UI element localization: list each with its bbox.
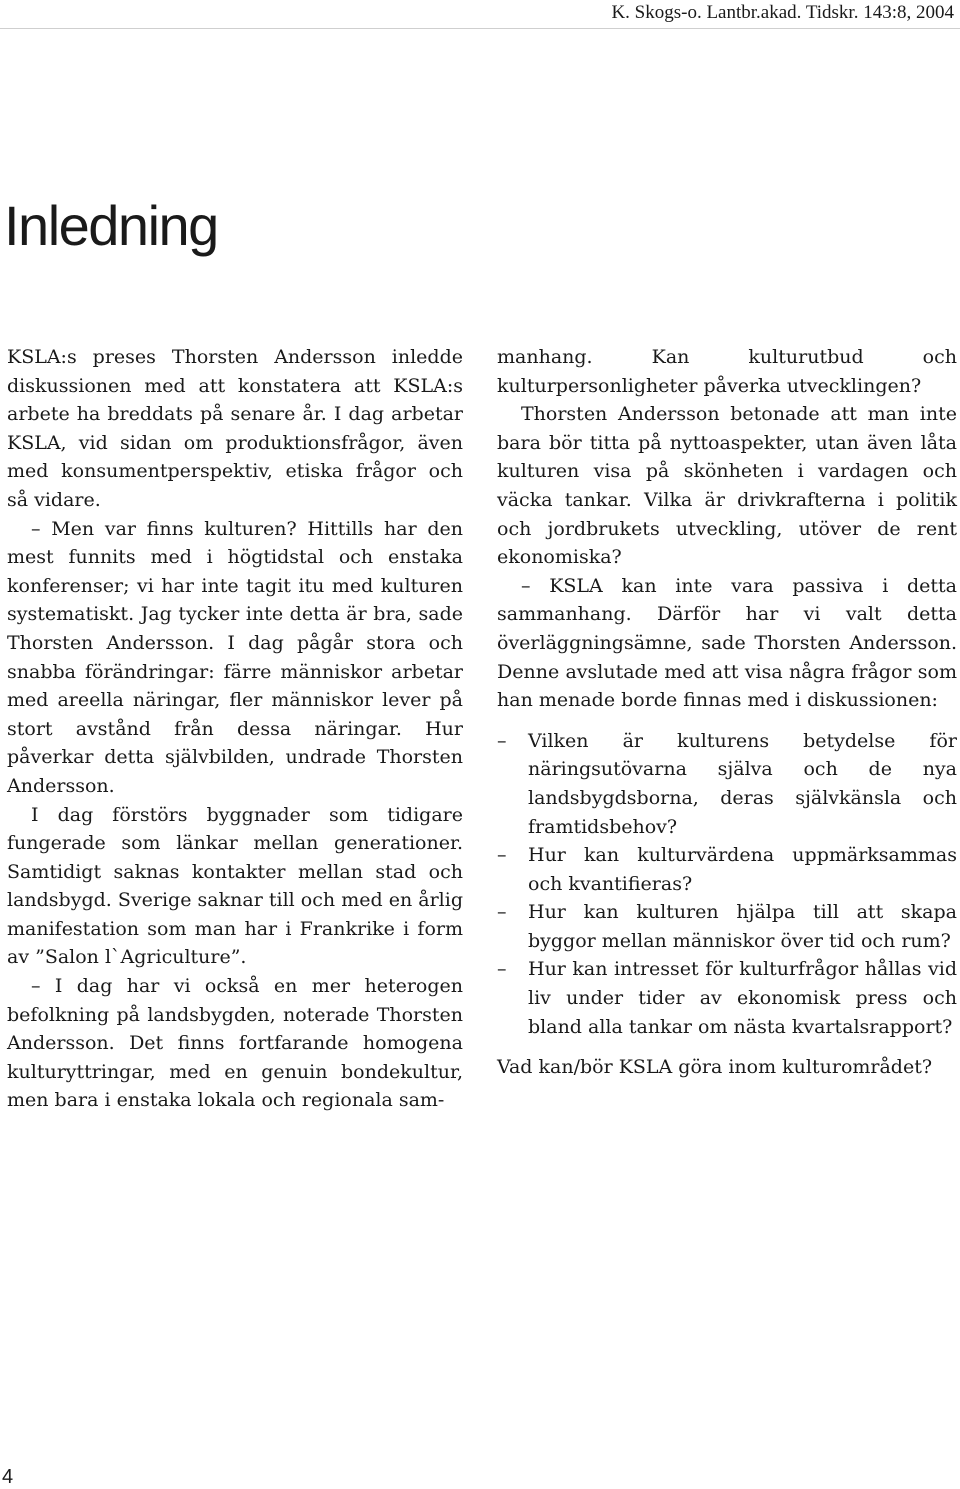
paragraph: KSLA:s preses Thorsten Andersson inledde diskussionen med att konstatera att KSLA:s arbete ha breddats på senare år. I dag arbetar KSLA, vid sidan om produktionsfrågor, även med konsumentperspektiv, etiska frågor och så vidare.	[7, 346, 463, 511]
chapter-title: Inledning	[4, 194, 218, 257]
header-rule	[0, 28, 960, 29]
list-item	[497, 898, 957, 955]
list-item	[497, 841, 957, 898]
dash-bullet: –	[497, 901, 507, 924]
closing-question: Vad kan/bör KSLA göra inom kulturområdet?	[497, 1056, 933, 1079]
question-text: Hur kan kulturen hjälpa till att skapa byggor mellan människor över tid och rum?	[528, 901, 957, 952]
paragraph: – Men var finns kulturen? Hittills har den mest funnits med i högtidstal och enstaka konferenser; vi har inte tagit itu med kulturen systematiskt. Jag tycker inte detta är bra, sade Thorsten Andersson. I dag pågår stora och snabba förändringar: färre människor arbetar med areella näringar, fler människor lever på stort avstånd från dessa näringar. Hur påverkar detta självbilden, undrade Thorsten Andersson.	[7, 517, 463, 797]
question-text: Hur kan kulturvärdena uppmärksammas och kvantifieras?	[528, 844, 957, 895]
left-column	[7, 343, 463, 1115]
dash-bullet: –	[497, 729, 507, 752]
dash-bullet: –	[497, 958, 507, 981]
question-list	[497, 727, 957, 1042]
question-text: Hur kan intresset för kulturfrågor hållas vid liv under tider av ekonomisk press och bland alla tankar om nästa kvartalsrapport?	[528, 958, 957, 1038]
dash-bullet: –	[497, 844, 507, 867]
right-column	[497, 343, 957, 1082]
paragraph: manhang. Kan kulturutbud och kulturpersonligheter påverka utvecklingen?	[497, 346, 957, 397]
list-item	[497, 727, 957, 841]
page-number: 4	[2, 1466, 14, 1488]
paragraph: I dag förstörs byggnader som tidigare fungerade som länkar mellan generationer. Samtidigt saknas kontakter mellan stad och landsbygd. Sverige saknar till och med en årlig manifestation som man har i Frankrike i form av ”Salon l`Agriculture”.	[7, 803, 463, 969]
question-text: Vilken är kulturens betydelse för näringsutövarna själva och de nya landsbygdsborna, deras självkänsla och framtidsbehov?	[528, 729, 957, 838]
paragraph: – I dag har vi också en mer heterogen befolkning på landsbygden, noterade Thorsten Andersson. Det finns fortfarande homogena kulturyttringar, med en genuin bondekultur, men bara i enstaka lokala och regionala sam-	[7, 975, 463, 1112]
paragraph: – KSLA kan inte vara passiva i detta sammanhang. Därför har vi valt detta överläggningsämne, sade Thorsten Andersson. Denne avslutade med att visa några frågor som han menade borde finnas med i diskussionen:	[497, 574, 957, 712]
paragraph: Thorsten Andersson betonade att man inte bara bör titta på nyttoaspekter, utan även låta kulturen visa på skönheten i vardagen och väcka tankar. Vilka är drivkrafterna i politik och jordbrukets utveckling, utöver de rent ekonomiska?	[497, 403, 957, 569]
list-item	[497, 955, 957, 1041]
running-header: K. Skogs-o. Lantbr.akad. Tidskr. 143:8, 2004	[611, 2, 954, 23]
